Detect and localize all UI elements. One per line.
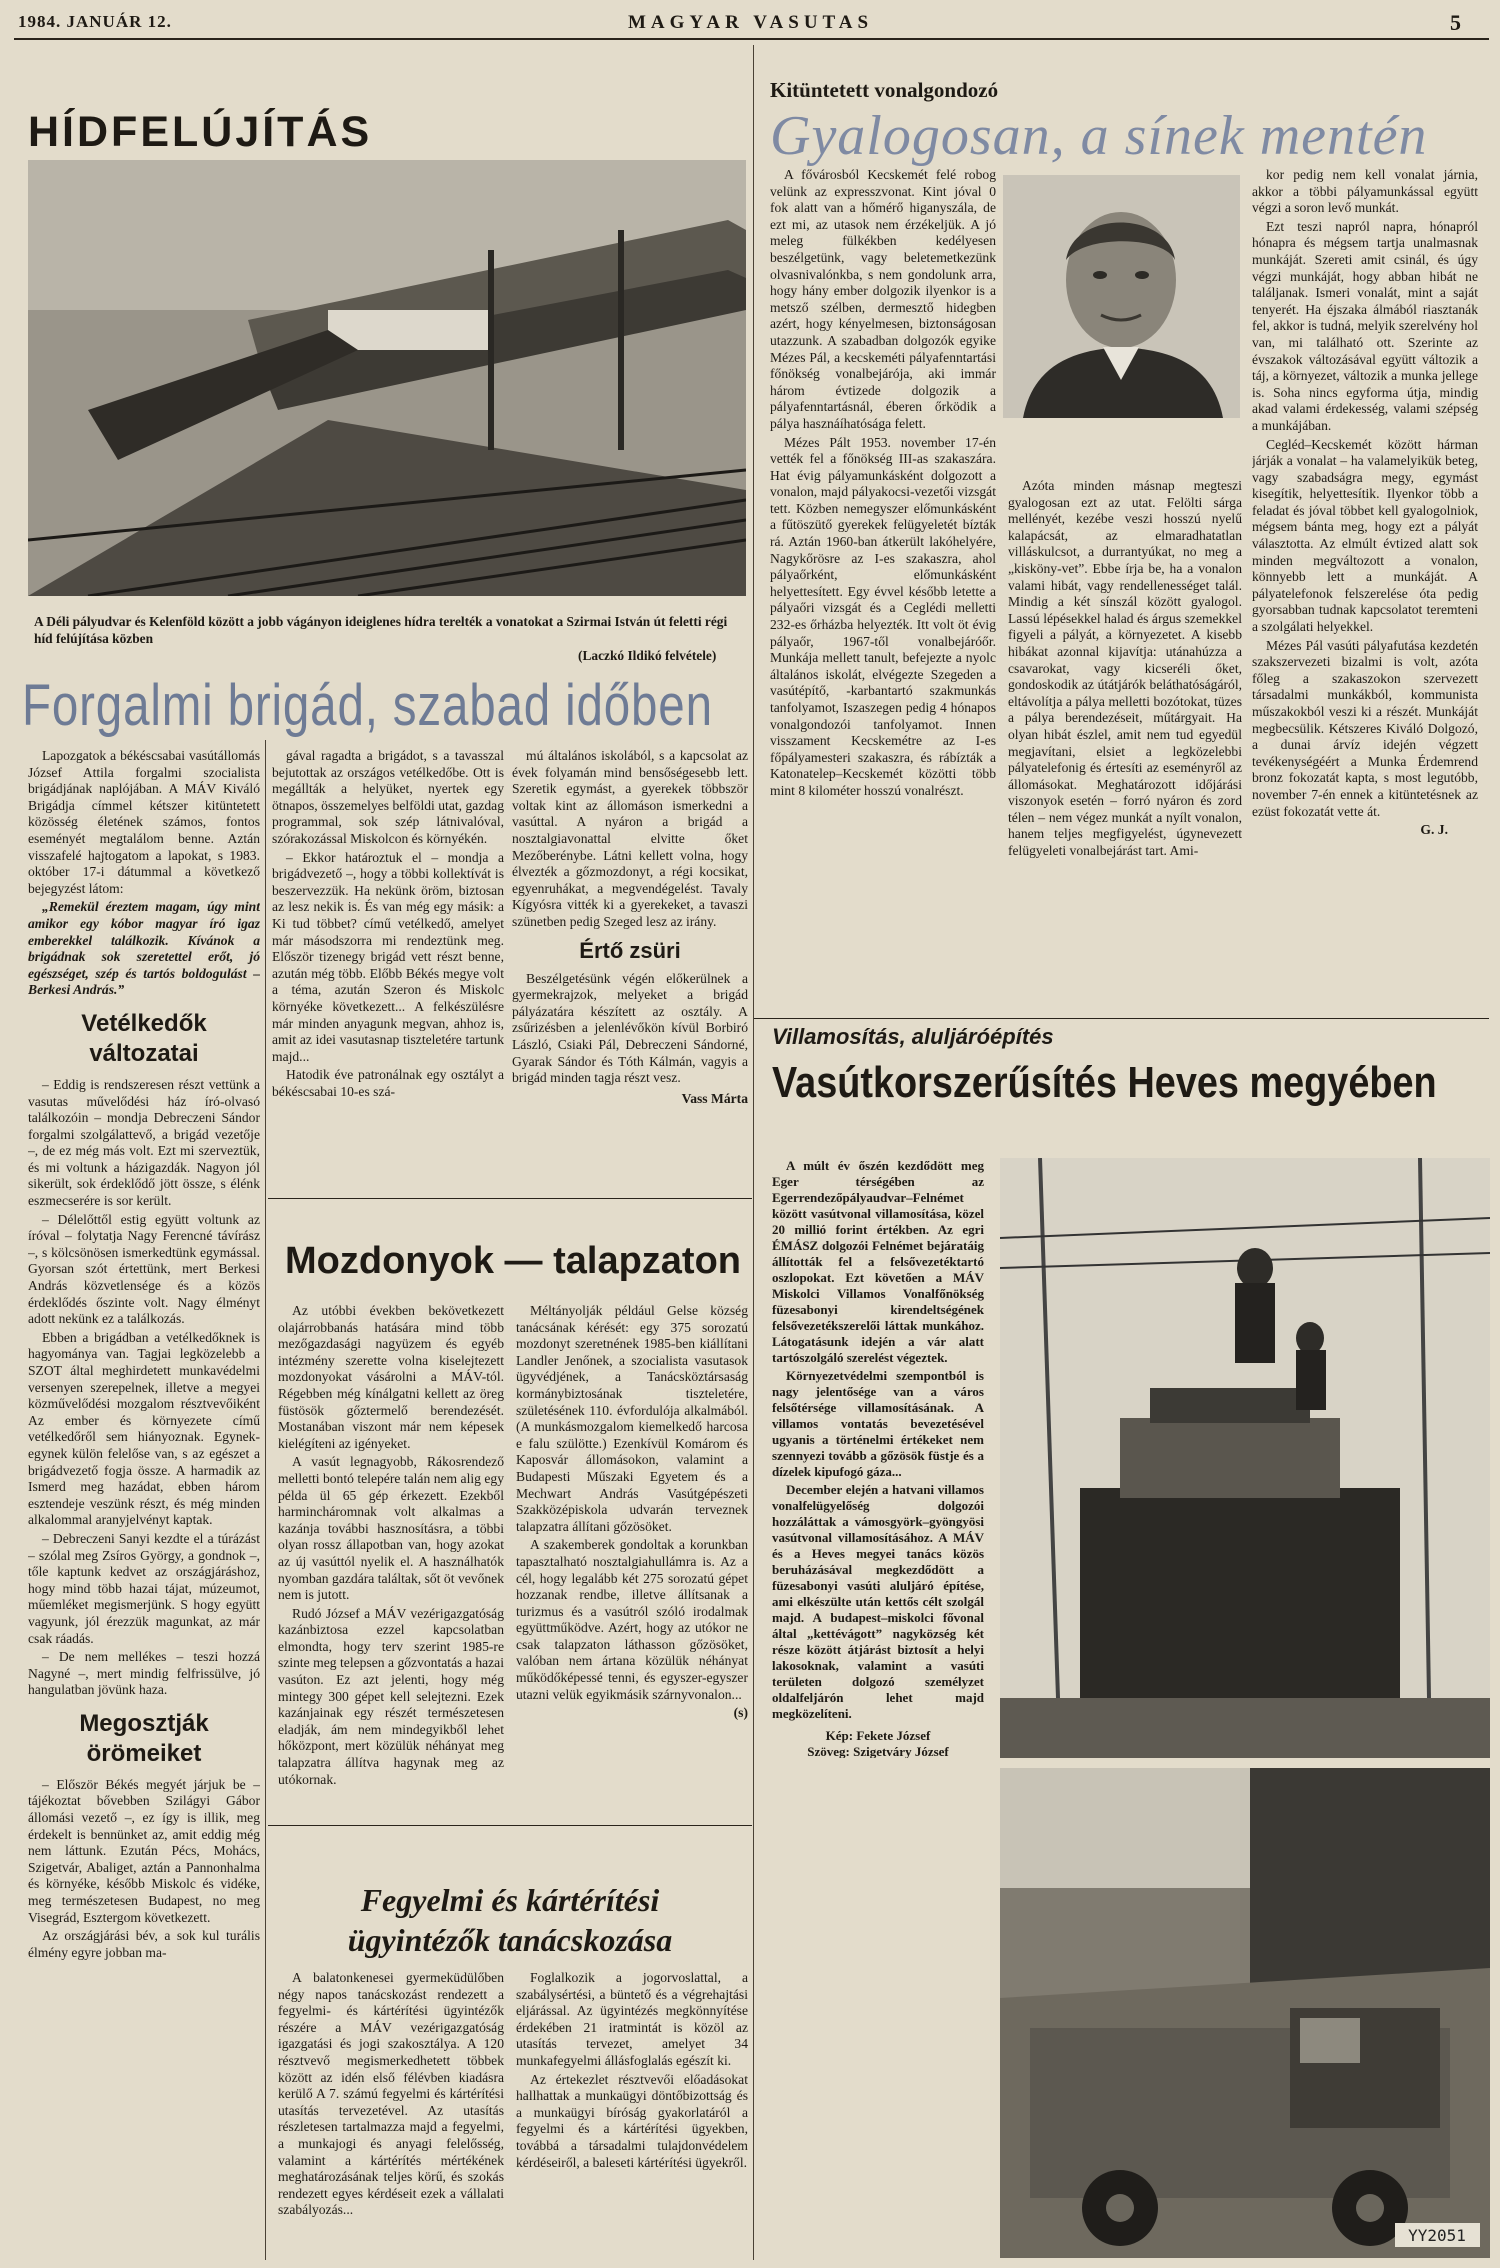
brigade-paragraph: mú általános iskolából, s a kapcsolat az évek folyamán mind bensőségesebb lett. Szeretik egymást, a gyerekek többször voltak kint az állomáson ismerkedni a vasúttal. A nyáron a brigád a nosztalgiavonattal elvitte őket Mezőberénybe. Látni kellett volna, hogy élvezték a gőzmozdonyt, a régi kocsikat, egyenruhákat, a megvendégelést. Tavaly Kígyósra vitték ki a gyerekeket, a tavaszi szünetben pedig Szeged lesz az irány. <box>512 748 748 929</box>
truck-plate: YY2051 <box>1408 2226 1466 2245</box>
brigade-paragraph: Hatodik éve patronálnak egy osztályt a békéscsabai 10-es szá- <box>272 1067 504 1099</box>
brigade-paragraph: gával ragadta a brigádot, s a tavasszal bejutottak az országos vetélkedőbe. Ott is megállták a helyüket, nyertek egy ötnapos, összemelyes belföldi utat, gazdag programmal, sok szép látnivalóval, szórakozással Miskolcon és környékén. <box>272 748 504 846</box>
discipline-paragraph: Foglalkozik a jogorvoslattal, a szabálysértési, a büntető és a végrehajtási eljárással. Az ügyintézés megkönnyítése érdekében 21 iratmintát is közöl az utasítás tervezet, amelyet 34 munkafegyelmi állásfoglalás egészít ki. <box>516 1970 748 2068</box>
bridge-caption: A Déli pályudvar és Kelenföld között a jobb vágányon ideiglenes hídra terelték a vonatokat a Szirmai István út feletti régi híd felújítása közben <box>34 614 728 646</box>
loco-paragraph: Az utóbbi években bekövetkezett olajárrobbanás hatására mind több mezőgazdasági nagyüzem és egyéb intézmény szerette volna kiselejtezett mozdonyokat vásárolni a MÁV-tól. Régebben még kínálgatni kellett az öreg füstösök gőztermelő berendezését. Mostanában viszont már nem képesek kielégíteni az igényeket. <box>278 1303 504 1451</box>
issue-date: 1984. JANUÁR 12. <box>18 12 172 31</box>
discipline-column-2 <box>516 1970 748 2260</box>
walker-paragraph: Cegléd–Kecskemét között hárman járják a vonalat – ha valamelyikük beteg, vagy szabadságra megy, egymást kisegítik, helyettesítik. Ilyenkor több a feladat és jóval többet kell gyalogolniok, mégsem bánta meg, hogy ezt a pályát választotta. Az elmúlt évtized alatt sok minden megváltozott a vonalon, könnyebb lett a munkáját. A pályatelefonok felszerelése óta pedig gyorsabban tudnak kapcsolatot teremteni a szolgálati helyekkel. <box>1252 436 1478 635</box>
walker-column-2 <box>1008 478 1242 1008</box>
walker-title: Gyalogosan, a sínek mentén <box>770 105 1428 167</box>
walker-column-1 <box>770 167 996 1007</box>
heves-paragraph: December elején a hatvani villamos vonalfelügyelőség dolgozói hozzáláttak a vámosgyörk–gyöngyösi vasútvonal villamosításához. A MÁV és a Heves megyei tanács közös beruházásával megkezdődött a füzesabonyi vasúti aluljáró építése, ami elkészülte után kettős célt szolgál majd. A budapest–miskolci fővonal által „kettévágott” nagyközség két része között átjárást biztosít a helyi lakosoknak, valamint a vasúti területen dolgozó személyzet oldalfeljárón lehet majd megközelíteni. <box>772 1482 984 1721</box>
brigade-title: Forgalmi brigád, szabad időben <box>22 673 713 738</box>
brigade-subheading-jury: Értő zsüri <box>579 937 681 963</box>
brigade-paragraph: – Először Békés megyét járjuk be – tájékoztat bővebben Szilágyi Gábor állomási vezető –, ez így is illik, meg érdekelt is bennünket az, amit eddig még nem láttunk. Ezután Pécs, Mohács, Szigetvár, Abaliget, aztán a Pannonhalma és környéke, később Miskolc és vidéke, meg természetesen Budapest, no meg Visegrád, Esztergom következett. <box>28 1776 260 1925</box>
brigade-paragraph: Lapozgatok a békéscsabai vasútállomás József Attila forgalmi szocialista brigádjának naplójában. A MÁV Kiváló Brigádja címmel kétszer kitüntetett közösség életének számos, fontos eseményét megtalálom benne. Aztán visszafelé hajtogatom a lapokat, s 1983. október 17-i dátummal a következő bejegyzést látom: <box>28 748 260 896</box>
brigade-paragraph: – Délelőttől estig együtt voltunk az íróval – folytatja Nagy Ferencné távírász –, s kölcsönösen ismerkedtünk egymással. Gyorsan szót értettünk, mert Berkesi András közvetlensége és a közös érdeklődés őszinte volt. Nagy élményt adott nekünk ez a találkozás. <box>28 1211 260 1327</box>
walker-paragraph: Mézes Pál vasúti pályafutása kezdetén szakszervezeti bizalmi is volt, azóta főleg a szakaszokon szervezett társadalmi munkákból, kommunista műszakokból veszi ki a részét. Munkáját megbecsülik. Kétszeres Kiváló Dolgozó, a dunai árvíz idején végzett tevékenységéért a Munka Érdemrend bronz fokozatát kapta, s most legutóbb, november 7-én ennek a kitüntetésnek az ezüst fokozatát vette át. <box>1252 637 1478 819</box>
brigade-quote: „Remekül éreztem magam, úgy mint amikor egy kóbor magyar író igaz emberekkel találkozik. Kívánok a brigádnak sok szeretettel erőt, jó egészséget, szép és tartós boldogulást – Berkesi András.” <box>28 899 260 998</box>
brigade-paragraph: Beszélgetésünk végén előkerülnek a gyermekrajzok, melyeket a brigád pályázatára készített az osztály. A zsűrizésben a jelenlévőkön kívül Borbiró László, Csiaki Pál, Debreczeni Sándorné, Gyarak Sándor és Tóth Kálmán, vagyis a brigád minden tagja részt vesz. <box>512 970 748 1086</box>
loco-paragraph: Méltányolják például Gelse község tanácsának kérését: egy 375 sorozatú mozdonyt szeretnének 1985-ben kiállítani Landler Jenőnek, a szocialista vasutasok ügyvédjének, a Tanácsköztársaság kormánybiztosának tiszteletére, születésének 110. évfordulója alkalmából. (A munkásmozgalom kiemelkedő harcosa e falu szülötte.) Ezenkívül Komárom és Kaposvár állomásokon, valamint a Budapesti Műszaki Egyetem és a Mechwart András Vasútgépészeti Szakközépiskola udvarán terveznek talapzatra állítani gőzösöket. <box>516 1303 748 1534</box>
loco-paragraph: A szakemberek gondoltak a korunkban tapasztalható nosztalgiahullámra is. Az a cél, hogy legalább két 275 sorozatú gépet hozzanak rendbe, illetve állítsanak a turizmus és a vasútról szóló irodalmak együttműködve. Azért, hogy az utókor ne csak talapzaton láthasson gőzösöket, valóban nem ártana közülük néhányat működőképessé tenni, és egyszer-egyszer utazni velük egyikmásik szárnyvonalon... <box>516 1537 748 1702</box>
walker-kicker: Kitüntetett vonalgondozó <box>770 78 999 102</box>
loco-author: (s) <box>733 1705 748 1721</box>
walker-paragraph: Ezt teszi napról napra, hónapról hónapra és mégsem tartja unalmasnak munkáját. Szereti amit csinál, és úgy végzi munkáját, hogy abban hibát ne találjanak. Ismeri vonalát, mint a saját tenyerét. Ha éjszaka álmából riasztanák fel, akkor is tudná, melyik szerelvény hol van, mi található ott. Szerinte az évszakok változásával együtt változik a táj, a környezet, változik a munka jellege is. Soha nincs egyforma útja, mindig akad valami érdekesség, valami szépség a munkájában. <box>1252 218 1478 433</box>
truck-photo <box>1000 1768 1490 2258</box>
brigade-paragraph: – Ekkor határoztuk el – mondja a brigádvezető –, hogy a többi kollektívát is beszervezzük. Ha nekünk öröm, biztosan az lesz nekik is. És van még egy másik: a Ki tud többet? című vetélkedő, amelyet már másodszorra mi rendeztünk meg. Először tizenegy brigád vett részt benne, azután még több. Előbb Békés megye volt a téma, azután Szeron és Miskolc környéke következett... A felkészülésre már minden anyagunk megvan, ahhoz is, amit az idei vasutasnap tiszteletére tartunk majd... <box>272 849 504 1064</box>
heves-paragraph: Környezetvédelmi szempontból is nagy jelentősége van a város felsőtérsége villamosításának. A villamos vontatás bevezetésével ugyanis a történelmi értékeket nem szennyezi tovább a gőzösök füstje és a dízelek kipufogó gáza... <box>772 1368 984 1479</box>
brigade-subheading-contests: Vetélkedők változatai <box>81 1009 207 1067</box>
walker-paragraph: kor pedig nem kell vonalat járnia, akkor a többi pályamunkással együtt végzi a soron levő munkát. <box>1252 167 1478 216</box>
brigade-paragraph: Az országjárási bév, a sok kul turális élmény egyre jobban ma- <box>28 1928 260 1960</box>
page-number: 5 <box>1450 10 1462 35</box>
brigade-paragraph: – De nem mellékes – teszi hozzá Nagyné –, mert mindig felfrissülve, jó hangulatban jövünk haza. <box>28 1649 260 1698</box>
walker-paragraph: Mézes Pált 1953. november 17-én vették fel a főnökség III-as szakaszára. Hat évig pályamunkásként dolgozott a vonalon, majd pályakocsi-vezetői vizsgát tett. Közben nemegyszer előmunkásként a fűtöszütő gyerekek felügyeletét bízták rá. Aztán 1960-ban átkerült lakóhelyére, Nagykőrösre az I-es szakaszra, ahol pályaőrként, előmunkásként helyettesített. Egy évvel később letette a pályaőri vizsgát és a Ceglédi melletti 232-es őrházba helyezték. Itt volt öt évig pályaőr, 1967-től vonalbejáróőr. Munkája mellett tanult, befejezte a nyolc általános iskolát, elvégezte Szegeden a vasútépítő, -karbantartó szakmunkás tanfolyamot, Iszaszegen pedig 4 hónapos vonalgondozói tanfolyamot. Innen visszament Kecskemétre az I-es főpályamesteri szakaszra, és rábízták a Katonatelep–Kecskemét közötti több mint 8 kilométer hosszú vonalrészt. <box>770 434 996 798</box>
loco-column-2 <box>516 1303 748 1823</box>
brigade-column-2 <box>272 748 504 1193</box>
brigade-author: Vass Márta <box>681 1090 748 1106</box>
discipline-title <box>272 1880 748 1960</box>
loco-paragraph: A vasút legnagyobb, Rákosrendező melletti bontó telepére talán nem alig egy példa ül 65 gép érkezett. Ezekből harmincháromnak volt alkalmas a kazánja további hasznosításra, a többi olyan rossz állapotban van, hogy azokat az új vasúttól nyelik el. A használhatók nyomban gazdára találtak, sőt öt vevőnek nem is jutott. <box>278 1454 504 1603</box>
brigade-paragraph: Ebben a brigádban a vetélkedőknek is hagyománya van. Tagjai legközelebb a SZOT által meghirdetett munkavédelmi versenyen szerepelnek, illetve a megyei közművelődési mozgalom résztvevőiként Az ember és környezete című vetélkedőről sem hiányoznak. Egynek-egynek külön felelőse van, s az egészet a brigádvezető fogja össze. A harmadik az Ismerd meg hazádat, ebben három esztendeje veszünk részt, és még minden alkalommal aranyjelvényt kaptak. <box>28 1329 260 1528</box>
heves-text-credit: Szöveg: Szigetváry József <box>807 1744 949 1758</box>
discipline-paragraph: A balatonkenesei gyermeküdülőben négy napos tanácskozást rendezett a fegyelmi- és kártérítési ügyintézők részére a MÁV vezérigazgatóság igazgatási és jogi szakosztálya. A 120 résztvevő megismerkedhetett többek között az idén első félévben kiadásra kerülő A 7. számú fegyelmi és kártérítési utasítás tervezetével. Az utasítás részletesen tartalmazza majd a fegyelmi, a munkajogi és anyagi felelősség, valamint a kártérítés mértékének meghatározásának teljes körű, és szokás rendezett egyes kérdéseit ezek a vállalati szabályozás... <box>278 1970 504 2218</box>
discipline-title-line-1: Fegyelmi és kártérítési <box>360 1882 660 1918</box>
discipline-paragraph: Az értekezlet résztvevői előadásokat hallhattak a munkaügyi döntőbizottság és a munkaügyi bíróság gyakorlatáról a fegyelmi és a kártérítési ügyekben, továbbá a társadalmi tulajdonvédelem kérdéseiről, a baleseti kártérítési ügyekről. <box>516 2071 748 2170</box>
brigade-paragraph: – Eddig is rendszeresen részt vettünk a vasutas művelődési ház író-olvasó találkozóin – mondja Debreczeni Sándor forgalmi szolgálattevő, a brigád vezetője –, de ez még más volt. Ezt mi szerveztük, és mi voltunk a házigazdák. Nagyon jól sikerült, sok érdeklődő jött össze, s élénk eszmecserére is sor került. <box>28 1076 260 1209</box>
heves-title: Vasútkorszerűsítés Heves megyében <box>772 1058 1437 1107</box>
catenary-work-photo <box>1000 1158 1490 1758</box>
heves-paragraph: A múlt év őszén kezdődött meg Eger térségében az Egerrendezőpályaudvar–Felnémet között vasútvonal villamosítása, közel 20 millió forint értékben. Az egri ÉMÁSZ dolgozói Felnémet bejáratáig állították fel a felsővezetéktartó oszlopokat. Ezt követően a MÁV Miskolci Villamos Vonalfőnökség füzesabonyi kirendeltségének felsővezetékszerelői láttak munkához. Látogatásunk idején a vár alatt tartószolgáló szerelést végeztek. <box>772 1158 984 1365</box>
brigade-subheading-sharing: Megosztják örömeiket <box>79 1709 209 1767</box>
walker-paragraph: Azóta minden másnap megteszi gyalogosan ezt az utat. Felölti sárga mellényét, kezébe veszi hosszú nyelű kalapácsát, az elmaradhatatlan villáskulcsot, a durrantyúkat, no meg a „kisköny-vet”. Ebbe írja be, ha a vonalon valami hibát, vagy rendellenességet talál. Mindig a két sínszál között gyalogol. Lassú lépésekkel halad és árgus szemekkel figyeli a pályát, a környezetet. A kisebb hibákat azonnal kijavítja: utánahúzza a csavarokat, vagy kicseréli őket, gondoskodik az útátjárók beláthatóságáról, eltávolítja a pálya melletti bozótokat, tüzes a pálya berendezéseit, műtárgyait. Ha olyan hibát észlel, amit nem tud egyedül megjavítani, elsiet a legközelebbi pályatelefonig és értesíti az eseményről az állomásokat. Meghatározott időjárási viszonyok esetén – forró nyáron és zord télen – nem végez munkát a nyílt vonalon, hanem teljes megfigyelést, úgynevezett felügyeleti vonalbejárást tart. Ami- <box>1008 478 1242 859</box>
brigade-paragraph: – Debreczeni Sanyi kezdte el a túrázást – szólal meg Zsíros György, a gondnok –, tőle kaptunk kedvet az országjáráshoz, hogy mind több hazai tájat, múzeumot, műemléket megismerjünk. S hogy együtt vagyunk, jól érezzük magunkat, az már csak ráadás. <box>28 1530 260 1646</box>
loco-paragraph: Rudó József a MÁV vezérigazgatóság kazánbiztosa ezzel kapcsolatban elmondta, hogy terv szerint 1985-re szinte meg telepsen a gőzvontatás a hazai vasúton. Ez azt jelenti, hogy még mintegy 300 gépet kell selejtezni. Ezek kazánjainak egy részét természetesen eladják, ám nem mindegyikből lehet hőközpont, mert közülük néhányat meg talapzatra állítva hagynak meg az utókornak. <box>278 1605 504 1787</box>
portrait-photo <box>1003 175 1240 418</box>
brigade-column-1 <box>28 748 260 2260</box>
walker-column-3 <box>1252 167 1478 1007</box>
bridge-title: HÍDFELÚJÍTÁS <box>28 108 373 156</box>
discipline-column-1 <box>278 1970 504 2260</box>
heves-kicker: Villamosítás, aluljáróépítés <box>772 1024 1054 1049</box>
walker-author: G. J. <box>1420 822 1448 838</box>
heves-column <box>772 1158 984 1758</box>
walker-paragraph: A fővárosból Kecskemét felé robog velünk az expresszvonat. Kint jóval 0 fok alatt van a hőmérő higanyszála, de ezt mi, az utasok nem érzékeljük. A jó meleg fülkékben kedélyesen beszélgetünk, vagy beletemetkezünk olvasnivalónkba, s nem gondolunk arra, hogy hány ember dolgozik ilyenkor is a metsző szélben, dermesztő hidegben azért, hogy kényelmesen, biztonságosan utazzunk. A szabadban dolgozók egyike Mézes Pál, a kecskeméti pályafenntartási főnökség vonalbejárója, aki immár három évtizede dolgozik a pályafenntartásnál, éberen őrködik a pálya hasznáíhatósága felett. <box>770 167 996 431</box>
heves-photo-credit: Kép: Fekete József <box>825 1728 931 1743</box>
loco-column-1 <box>278 1303 504 1823</box>
bridge-photo-credit: (Laczkó Ildikó felvétele) <box>578 648 717 663</box>
brigade-column-3 <box>512 748 748 1193</box>
newspaper-name: MAGYAR VASUTAS <box>628 12 874 33</box>
bridge-photo <box>28 160 746 596</box>
loco-title: Mozdonyok — talapzaton <box>285 1240 741 1282</box>
discipline-title-line-2: ügyintézők tanácskozása <box>347 1922 673 1958</box>
